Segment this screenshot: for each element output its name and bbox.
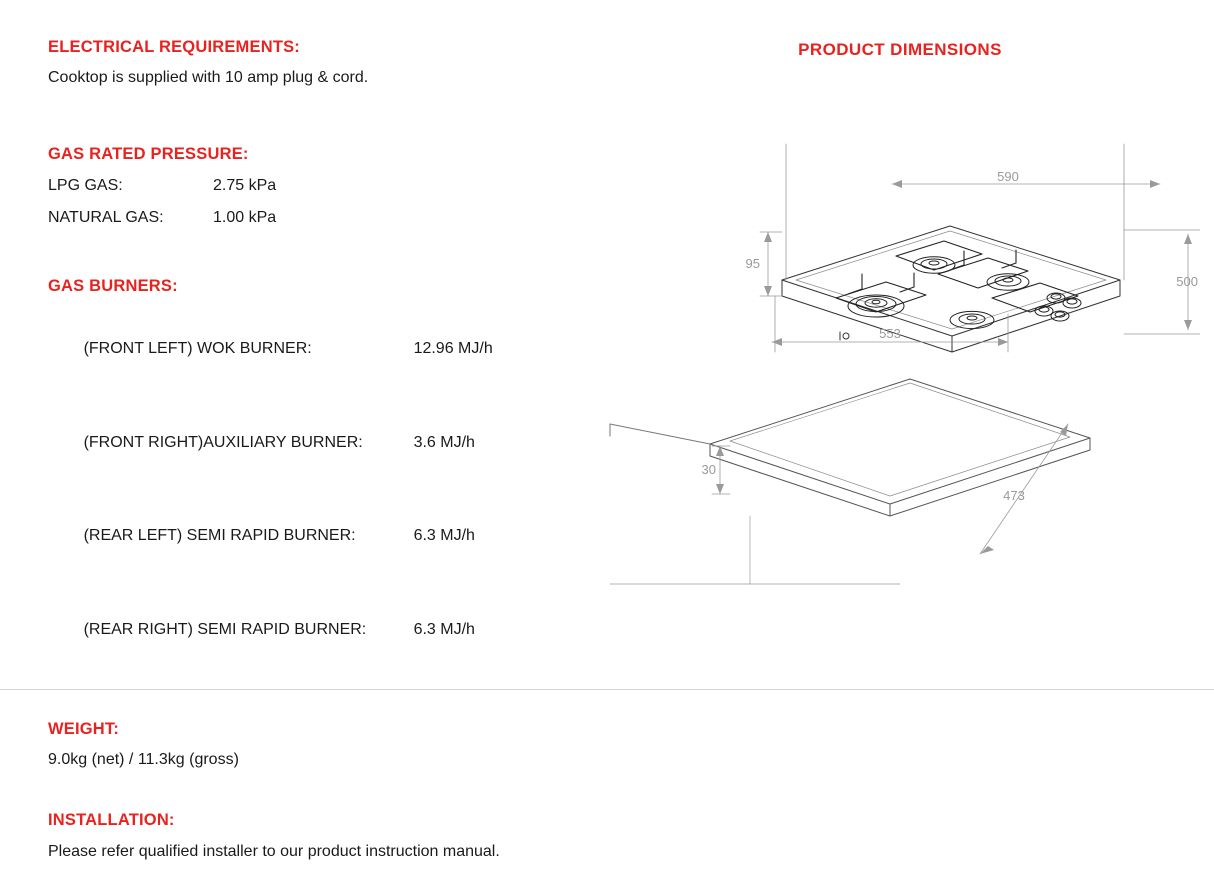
burner-value: 6.3 MJ/h (413, 620, 475, 638)
gas-pressure-value: 1.00 kPa (213, 208, 277, 226)
electrical-requirements-text: Cooktop is supplied with 10 amp plug & cord. (48, 69, 369, 86)
burner-value: 12.96 MJ/h (413, 339, 493, 357)
cooktop-right-face (952, 280, 1120, 352)
cooktop-top-surface (782, 226, 1120, 336)
burner-row (48, 582, 568, 676)
burner-row (48, 302, 568, 396)
dimension-value-30: 30 (701, 462, 716, 477)
burner-value: 3.6 MJ/h (413, 433, 475, 451)
product-dimensions-heading: PRODUCT DIMENSIONS (798, 40, 1002, 59)
gas-rated-pressure-heading: GAS RATED PRESSURE: (48, 145, 249, 164)
electrical-requirements-heading: ELECTRICAL REQUIREMENTS: (48, 38, 301, 56)
burner-row (48, 489, 568, 583)
burner-label: (REAR LEFT) SEMI RAPID BURNER: (83, 527, 356, 545)
product-dimensions-column (600, 32, 1200, 672)
gas-pressure-label: NATURAL GAS: (48, 208, 164, 226)
dimension-value-553: 553 (879, 326, 901, 341)
pan-support-rear-left (896, 241, 982, 270)
burner-label: (REAR RIGHT) SEMI RAPID BURNER: (83, 620, 367, 638)
gas-burners-heading: GAS BURNERS: (48, 276, 178, 295)
wok-burner (848, 295, 904, 317)
dimension-lines (712, 144, 1200, 554)
installation-text: Please refer qualified installer to our product instruction manual. (48, 843, 500, 861)
auxiliary-burner-front-right (950, 311, 994, 328)
dimension-value-590: 590 (997, 169, 1019, 184)
product-dimensions-drawing (600, 84, 1200, 664)
weight-block (48, 720, 568, 775)
gas-rated-pressure-block (48, 145, 568, 232)
installation-heading: INSTALLATION: (48, 811, 175, 830)
specifications-column (48, 38, 568, 894)
installation-block (48, 811, 568, 867)
gas-pressure-value: 2.75 kPa (213, 177, 277, 195)
gas-pressure-label: LPG GAS: (48, 177, 123, 195)
burner-label: (FRONT LEFT) WOK BURNER: (83, 339, 312, 357)
semi-rapid-burner-rear-right (987, 274, 1029, 290)
burner-row (48, 395, 568, 489)
dimension-value-500: 500 (1176, 274, 1198, 289)
bench-cutout-opening (730, 383, 1070, 496)
cooktop-technical-drawing (600, 84, 1200, 664)
gas-burners-block (48, 277, 568, 676)
burner-value: 6.3 MJ/h (413, 527, 475, 545)
bench-cutout-top (710, 379, 1090, 504)
dimension-value-95: 95 (745, 256, 760, 271)
front-edge-marks (840, 332, 849, 340)
pan-support-left (836, 273, 926, 312)
gas-pressure-row (48, 170, 568, 201)
electrical-requirements-block (48, 38, 568, 93)
weight-heading: WEIGHT: (48, 720, 120, 739)
gas-pressure-row (48, 202, 568, 233)
dimension-value-473: 473 (1003, 488, 1025, 503)
burner-label: (FRONT RIGHT)AUXILIARY BURNER: (83, 433, 363, 451)
weight-text: 9.0kg (net) / 11.3kg (gross) (48, 751, 239, 769)
footer-divider (0, 689, 1214, 690)
